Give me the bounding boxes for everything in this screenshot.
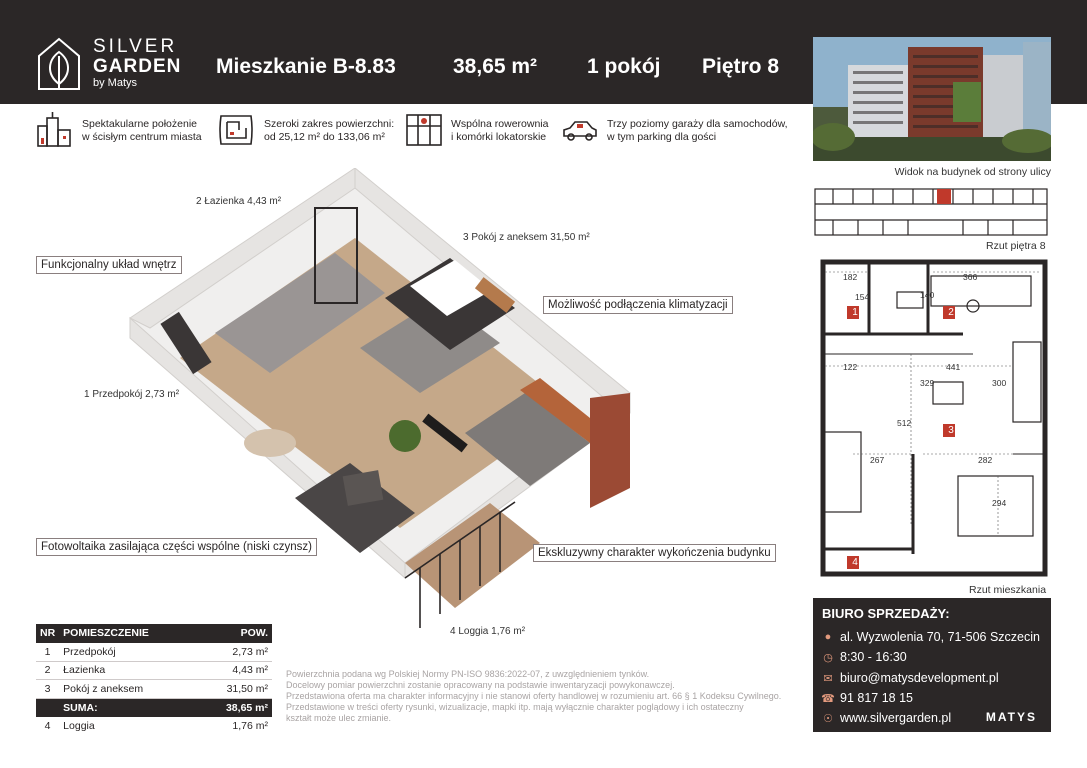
row-area: 4,43 m² <box>198 661 272 680</box>
feature-location-line1: Spektakularne położenie <box>82 118 197 130</box>
plan-room-number: 3 <box>948 425 954 436</box>
dim-label: 300 <box>992 378 1007 388</box>
table-row <box>36 717 272 736</box>
sales-email[interactable]: biuro@matysdevelopment.pl <box>840 671 999 685</box>
row-area: 1,76 m² <box>232 719 268 732</box>
apartment-number: Mieszkanie B-8.83 <box>216 55 396 78</box>
callout-air-conditioning: Możliwość podłączenia klimatyzacji <box>543 296 733 314</box>
dim-label: 294 <box>992 498 1007 508</box>
floor-plan-icon <box>218 112 256 148</box>
photo-caption: Widok na budynek od strony ulicy <box>894 166 1051 178</box>
sales-phone-row[interactable] <box>822 691 913 705</box>
dim-label: 140 <box>920 290 935 300</box>
feature-area-line1: Szeroki zakres powierzchni: <box>264 118 395 130</box>
car-icon <box>561 112 599 148</box>
disclaimer-line: Powierzchnia podana wg Polskiej Normy PN-ISO 9836:2022-07, z uwzględnieniem tynków. <box>286 669 650 679</box>
brand-wordmark <box>93 37 181 90</box>
sum-area: 38,65 m² <box>198 698 272 717</box>
row-nr: 2 <box>36 661 59 680</box>
dim-label: 512 <box>897 418 912 428</box>
apartment-rooms: 1 pokój <box>587 55 661 78</box>
row-nr: 1 <box>36 643 59 662</box>
table-row <box>36 643 272 662</box>
dim-label: 366 <box>963 272 978 282</box>
callout-exclusive-finish: Ekskluzywny charakter wykończenia budynku <box>533 544 776 562</box>
city-buildings-icon <box>36 112 74 148</box>
table-row <box>36 661 272 680</box>
room-label-loggia: 4 Loggia 1,76 m² <box>450 626 526 637</box>
globe-icon: ☉ <box>823 712 833 725</box>
apartment-area: 38,65 m² <box>453 55 538 78</box>
feature-garages-line1: Trzy poziomy garaży dla samochodów, <box>607 118 788 130</box>
table-row <box>36 680 272 699</box>
disclaimer-line: Docelowy pomiar powierzchni zostanie opracowany na podstawie inwentaryzacji powykonawczej. <box>286 680 675 690</box>
brick-wall <box>590 393 630 508</box>
brand-line2: GARDEN <box>93 56 182 77</box>
dim-label: 441 <box>946 362 961 372</box>
dim-label: 329 <box>920 378 935 388</box>
unit-highlight <box>937 189 951 204</box>
table-header-area: POW. <box>198 624 272 643</box>
dim-label: 122 <box>843 362 858 372</box>
sales-office-box <box>813 598 1051 732</box>
floor-key-plan <box>813 186 1051 242</box>
silver-garden-logo-icon <box>36 36 82 92</box>
table-header-name: POMIESZCZENIE <box>59 624 198 643</box>
sum-label: SUMA: <box>59 698 198 717</box>
dining-table <box>244 429 296 457</box>
brand-line1: SILVER <box>93 36 178 57</box>
unit-floor-plan <box>813 254 1051 582</box>
floor-plan-caption: Rzut piętra 8 <box>986 240 1046 252</box>
table-sum-row <box>36 698 272 717</box>
plan-room-number: 2 <box>948 307 954 318</box>
room-label-living: 3 Pokój z aneksem 31,50 m² <box>463 232 590 243</box>
room-label-bathroom: 2 Łazienka 4,43 m² <box>196 196 282 207</box>
sales-email-row[interactable] <box>822 671 999 685</box>
feature-location-line2: w ścisłym centrum miasta <box>82 131 202 143</box>
sales-phone[interactable]: 91 817 18 15 <box>840 691 913 705</box>
dim-label: 154 <box>855 292 870 302</box>
sales-hours: 8:30 - 16:30 <box>840 650 907 664</box>
matys-logo: MATYS <box>985 710 1037 724</box>
table-header-nr: NR <box>36 624 59 643</box>
brand-line3: by Matys <box>93 77 138 89</box>
feature-bike-line2: i komórki lokatorskie <box>451 131 547 143</box>
disclaimer-line: kształt może ulec zmianie. <box>286 713 392 723</box>
row-nr: 4 <box>44 719 51 732</box>
sales-title: BIURO SPRZEDAŻY: <box>822 606 950 621</box>
envelope-icon: ✉ <box>823 672 833 685</box>
dim-label: 267 <box>870 455 885 465</box>
row-name: Pokój z aneksem <box>59 680 198 699</box>
callout-photovoltaics: Fotowoltaika zasilająca części wspólne (niski czynsz) <box>36 538 317 556</box>
sales-address-row <box>822 630 1040 644</box>
row-name: Przedpokój <box>59 643 198 662</box>
building-illustration-icon <box>813 37 1051 161</box>
feature-bike-line1: Wspólna rowerownia <box>451 118 549 130</box>
sales-web-row[interactable] <box>822 711 951 725</box>
feature-garages-line2: w tym parking dla gości <box>607 131 717 143</box>
sales-address: al. Wyzwolenia 70, 71-506 Szczecin <box>840 630 1040 644</box>
disclaimer <box>286 669 786 724</box>
coffee-table <box>343 470 384 506</box>
rooms-table <box>36 624 272 735</box>
row-area: 31,50 m² <box>198 680 272 699</box>
row-area: 2,73 m² <box>198 643 272 662</box>
row-nr: 3 <box>36 680 59 699</box>
plan-room-number: 1 <box>852 307 858 318</box>
sales-hours-row <box>822 650 907 664</box>
clock-icon: ◷ <box>823 651 833 664</box>
phone-icon: ☎ <box>821 692 835 705</box>
apartment-floor: Piętro 8 <box>702 55 780 78</box>
dim-label: 182 <box>843 272 858 282</box>
unit-plan-caption: Rzut mieszkania <box>969 584 1047 596</box>
dim-label: 282 <box>978 455 993 465</box>
room-label-hall: 1 Przedpokój 2,73 m² <box>84 389 180 400</box>
plan-room-number: 4 <box>852 557 858 568</box>
plant <box>389 420 421 452</box>
sales-web[interactable]: www.silvergarden.pl <box>840 711 952 725</box>
row-name: Łazienka <box>59 661 198 680</box>
disclaimer-line: Przedstawiona oferta ma charakter informacyjny i nie stanowi oferty handlowej w rozumieniu art. 66 § 1 Kodeksu Cywilnego. <box>286 691 782 701</box>
row-name: Loggia <box>63 719 95 732</box>
building-photo <box>813 37 1051 161</box>
callout-functional-layout: Funkcjonalny układ wnętrz <box>36 256 182 274</box>
location-pin-icon: ● <box>824 631 832 643</box>
disclaimer-line: Przedstawione w treści oferty rysunki, wizualizacje, mapki itp. mają wyłącznie charakter poglądowy i ich ostateczny <box>286 702 744 712</box>
feature-area-line2: od 25,12 m² do 133,06 m² <box>264 131 385 143</box>
storage-lockers-icon <box>405 112 443 148</box>
